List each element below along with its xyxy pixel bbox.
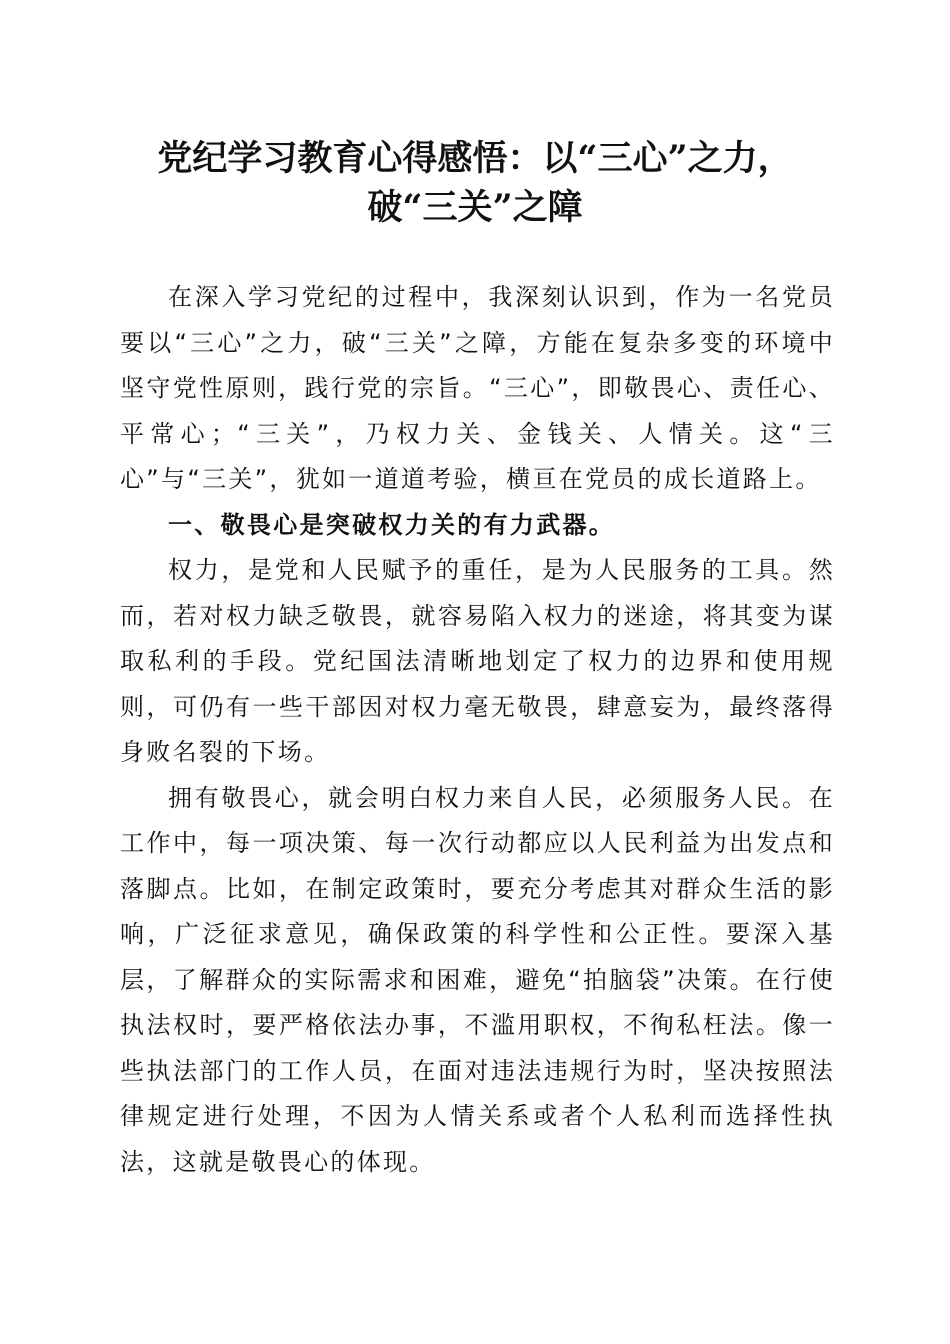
document-title-line-2: 破“三关”之障 [367, 187, 583, 228]
paragraph-reverence: 拥有敬畏心，就会明白权力来自人民，必须服务人民。在工作中，每一项决策、每一次行动都应以人民利益为出发点和落脚点。比如，在制定政策时，要充分考虑其对群众生活的影响，广泛征求意见，确保政策的科学性和公正性。要深入基层，了解群众的实际需求和困难，避免“拍脑袋”决策。在行使执法权时，要严格依法办事，不滥用职权，不徇私枉法。像一些执法部门的工作人员，在面对违法违规行为时，坚决按照法律规定进行处理，不因为人情关系或者个人私利而选择性执法，这就是敬畏心的体现。 [120, 783, 835, 1176]
section-heading-1: 一、敬畏心是突破权力关的有力武器。 [168, 510, 616, 539]
document-body [120, 275, 835, 1185]
document-title-line-1: 党纪学习教育心得感悟：以“三心”之力， [157, 138, 793, 179]
paragraph-intro: 在深入学习党纪的过程中，我深刻认识到，作为一名党员要以“三心”之力，破“三关”之障，方能在复杂多变的环境中坚守党性原则，践行党的宗旨。“三心”，即敬畏心、责任心、平常心；“三关”，乃权力关、金钱关、人情关。这“三心”与“三关”，犹如一道道考验，横亘在党员的成长道路上。 [120, 283, 835, 493]
paragraph-power: 权力，是党和人民赋予的重任，是为人民服务的工具。然而，若对权力缺乏敬畏，就容易陷入权力的迷途，将其变为谋取私利的手段。党纪国法清晰地划定了权力的边界和使用规则，可仍有一些干部因对权力毫无敬畏，肆意妄为，最终落得身败名裂的下场。 [120, 556, 835, 766]
